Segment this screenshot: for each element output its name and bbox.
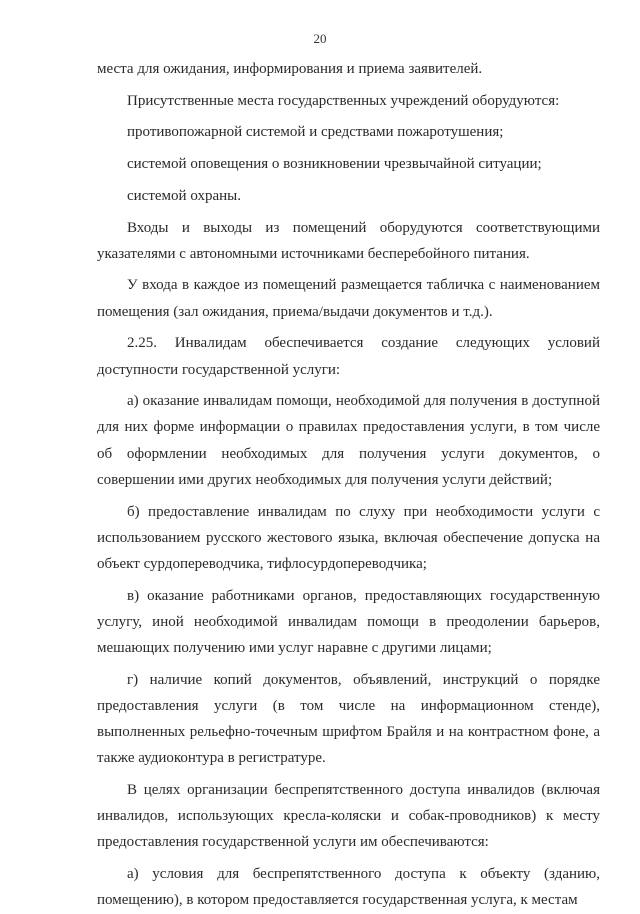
paragraph-entrances-exits: Входы и выходы из помещений оборудуются соответствующими указателями с автономными источниками бесперебойного питания. bbox=[97, 219, 600, 262]
list-item-a-building-access: а) условия для беспрепятственного доступа к объекту (зданию, помещению), в котором предоставляется государственная услуга, к местам bbox=[97, 866, 600, 909]
paragraph-section-2-25: 2.25. Инвалидам обеспечивается создание следующих условий доступности государственной услуги: bbox=[97, 335, 600, 378]
page-number: 20 bbox=[313, 31, 327, 46]
paragraph-premises-equipment: Присутственные места государственных учреждений оборудуются: bbox=[127, 92, 560, 109]
list-item-security-system: системой охраны. bbox=[127, 187, 241, 204]
list-item-g-braille-copies: г) наличие копий документов, объявлений, инструкций о порядке предоставления услуги (в том числе на информационном стенде), выполненных рельефно-точечным шрифтом Брайля и на контрастном фоне, а также аудиоконтура в регистратуре. bbox=[97, 671, 600, 767]
paragraph-room-signage: У входа в каждое из помещений размещается табличка с наименованием помещения (зал ожидания, приема/выдачи документов и т.д.). bbox=[97, 277, 600, 320]
list-item-b-sign-language: б) предоставление инвалидам по слуху при необходимости услуги с использованием русского жестового языка, включая обеспечение допуска на объект сурдопереводчика, тифлосурдопереводчика; bbox=[97, 503, 600, 572]
list-item-a-assistance: а) оказание инвалидам помощи, необходимой для получения в доступной для них форме информации о правилах предоставления услуги, в том числе об оформлении необходимых для получения услуги документов, о совершении ими других необходимых для получения услуги действий; bbox=[97, 393, 600, 488]
paragraph-continuation: места для ожидания, информирования и приема заявителей. bbox=[97, 61, 483, 77]
paragraph-accessibility-conditions: В целях организации беспрепятственного доступа инвалидов (включая инвалидов, использующих кресла-коляски и собак-проводников) к месту предоставления государственной услуги им обеспечиваются: bbox=[97, 782, 600, 851]
list-item-fire-protection: противопожарной системой и средствами пожаротушения; bbox=[127, 124, 504, 141]
list-item-v-staff-help: в) оказание работниками органов, предоставляющих государственную услугу, иной необходимой инвалидам помощи в преодолении барьеров, мешающих получению ими услуг наравне с другими лицами; bbox=[97, 587, 600, 657]
document-body bbox=[97, 56, 600, 914]
list-item-emergency-alert: системой оповещения о возникновении чрезвычайной ситуации; bbox=[127, 156, 542, 173]
